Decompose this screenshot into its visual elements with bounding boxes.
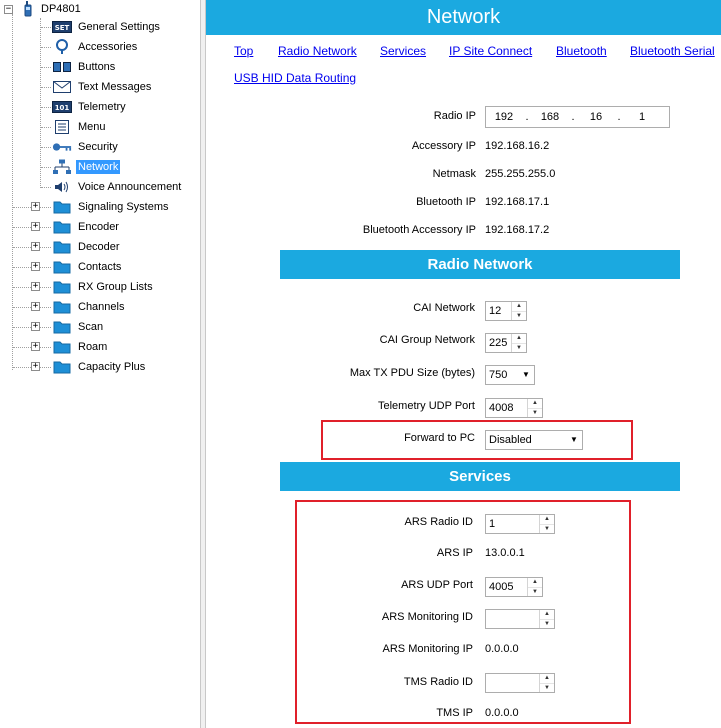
max-tx-pdu-size-select[interactable]: 750 ▼ <box>485 365 535 385</box>
nav-link-services[interactable]: Services <box>380 44 427 58</box>
expand-icon[interactable]: + <box>32 261 39 271</box>
expand-icon[interactable]: + <box>32 301 39 311</box>
envelope-icon <box>52 79 72 95</box>
svg-text:101: 101 <box>54 104 70 112</box>
folder-icon <box>52 339 72 355</box>
tree-folder-label: Roam <box>78 341 108 353</box>
tree-item-label: Accessories <box>78 41 138 53</box>
expand-icon[interactable]: + <box>32 241 39 251</box>
bluetooth-ip-label: Bluetooth IP <box>416 196 476 208</box>
tree-folder-capacity-plus[interactable] <box>52 358 147 376</box>
ars-radio-id-spinner[interactable]: 1 ▲ ▼ <box>485 514 555 534</box>
spin-up-icon[interactable]: ▲ <box>544 611 550 617</box>
tree-folder-label: Contacts <box>78 261 122 273</box>
spin-down-icon[interactable]: ▼ <box>540 619 554 629</box>
radio-ip-input[interactable]: 192 . 168 . 16 . 1 <box>485 106 670 128</box>
menu-icon <box>52 119 72 135</box>
forward-to-pc-label: Forward to PC <box>404 432 475 444</box>
nav-link-ip-site-connect[interactable]: IP Site Connect <box>449 44 533 58</box>
highlight-box-forward-to-pc <box>321 420 633 460</box>
radio-ip-label: Radio IP <box>433 110 476 122</box>
telemetry-icon <box>52 99 72 115</box>
tree-folder-label: Decoder <box>78 241 120 253</box>
key-icon <box>52 139 72 155</box>
bluetooth-ip-value: 192.168.17.1 <box>485 196 550 208</box>
radio-device-icon <box>21 1 35 17</box>
tree-folder-decoder[interactable] <box>52 238 122 256</box>
tms-radio-id-label: TMS Radio ID <box>403 676 473 688</box>
ars-ip-label: ARS IP <box>436 547 473 559</box>
tree-item-accessories[interactable] <box>52 38 139 56</box>
cai-group-network-spinner[interactable]: 225 ▲ ▼ <box>485 333 527 353</box>
ars-monitoring-ip-value: 0.0.0.0 <box>485 643 519 655</box>
speaker-icon <box>52 179 72 195</box>
cai-network-label: CAI Network <box>413 302 475 314</box>
tree-folder-encoder[interactable] <box>52 218 121 236</box>
nav-link-top[interactable]: Top <box>234 44 254 58</box>
svg-text:SET: SET <box>54 24 70 32</box>
tree-folder-label: Encoder <box>78 221 119 233</box>
tree-folder-label: Signaling Systems <box>78 201 169 213</box>
ars-monitoring-ip-label: ARS Monitoring IP <box>382 643 473 655</box>
ip-octet[interactable]: 1 <box>638 111 646 123</box>
ip-octet[interactable]: 16 <box>589 111 603 123</box>
tree-item-label: Voice Announcement <box>78 181 182 193</box>
tree-connector <box>41 107 51 108</box>
tree-item-security[interactable] <box>52 138 120 156</box>
tree-connector <box>41 187 51 188</box>
tree-folder-label: Scan <box>78 321 104 333</box>
bluetooth-accessory-ip-value: 192.168.17.2 <box>485 224 550 236</box>
tree-item-label: Menu <box>78 121 106 133</box>
navigation-tree <box>0 0 200 728</box>
tms-radio-id-spinner[interactable] <box>485 673 555 693</box>
tree-folder-signaling-systems[interactable] <box>52 198 171 216</box>
network-icon <box>52 159 72 175</box>
tree-item-voice-announcement[interactable] <box>52 178 183 196</box>
tree-folder-label: RX Group Lists <box>78 281 153 293</box>
ars-monitoring-id-spinner[interactable] <box>485 609 555 629</box>
spin-up-icon[interactable]: ▲ <box>516 335 522 341</box>
accessory-ip-label: Accessory IP <box>411 140 476 152</box>
nav-link-bluetooth[interactable]: Bluetooth <box>556 44 607 58</box>
spin-down-icon[interactable]: ▼ <box>540 683 554 693</box>
accessory-ip-value: 192.168.16.2 <box>485 140 550 152</box>
spin-down-icon[interactable]: ▼ <box>512 343 526 353</box>
telemetry-udp-port-label: Telemetry UDP Port <box>378 400 475 412</box>
nav-link-radio-network[interactable]: Radio Network <box>278 44 357 58</box>
collapse-icon[interactable]: − <box>5 3 12 14</box>
spin-up-icon[interactable]: ▲ <box>532 400 538 406</box>
spin-down-icon[interactable]: ▼ <box>528 587 542 597</box>
tree-item-menu[interactable] <box>52 118 108 136</box>
tms-ip-label: TMS IP <box>436 707 473 719</box>
ars-radio-id-label: ARS Radio ID <box>404 516 473 528</box>
chevron-down-icon[interactable]: ▼ <box>522 370 530 379</box>
expand-icon[interactable]: + <box>32 221 39 231</box>
expand-icon[interactable]: + <box>32 341 39 351</box>
telemetry-udp-port-spinner[interactable]: 4008 ▲ ▼ <box>485 398 543 418</box>
tree-connector <box>41 47 51 48</box>
forward-to-pc-select[interactable]: Disabled ▼ <box>485 430 583 450</box>
tree-folder-channels[interactable] <box>52 298 126 316</box>
spin-up-icon[interactable]: ▲ <box>544 516 550 522</box>
folder-icon <box>52 299 72 315</box>
spin-down-icon[interactable]: ▼ <box>528 408 542 418</box>
tree-item-label: Text Messages <box>78 81 152 93</box>
tree-folder-roam[interactable] <box>52 338 109 356</box>
tree-folder-scan[interactable] <box>52 318 105 336</box>
tree-connector <box>41 127 51 128</box>
cai-network-spinner[interactable]: 12 ▲ ▼ <box>485 301 527 321</box>
nav-link-bluetooth-serial[interactable]: Bluetooth Serial <box>630 44 715 58</box>
folder-icon <box>52 279 72 295</box>
folder-icon <box>52 219 72 235</box>
folder-icon <box>52 199 72 215</box>
cai-group-network-label: CAI Group Network <box>379 334 475 346</box>
folder-icon <box>52 239 72 255</box>
tree-folder-rx-group-lists[interactable] <box>52 278 155 296</box>
tree-item-label: Network <box>78 161 119 173</box>
ars-ip-value: 13.0.0.1 <box>485 547 525 559</box>
tree-connector <box>41 167 51 168</box>
tree-item-telemetry[interactable] <box>52 98 128 116</box>
bluetooth-accessory-ip-label: Bluetooth Accessory IP <box>362 224 476 236</box>
spin-up-icon[interactable]: ▲ <box>544 675 550 681</box>
spin-down-icon[interactable]: ▼ <box>512 311 526 321</box>
tree-item-network[interactable] <box>52 158 120 176</box>
ip-octet[interactable]: 192 <box>494 111 514 123</box>
expand-icon[interactable]: + <box>32 361 39 371</box>
ars-udp-port-label: ARS UDP Port <box>401 579 473 591</box>
buttons-icon <box>52 59 72 75</box>
accessories-icon <box>52 39 72 55</box>
tree-item-label: Telemetry <box>78 101 126 113</box>
folder-icon <box>52 319 72 335</box>
netmask-label: Netmask <box>432 168 476 180</box>
tree-item-buttons[interactable] <box>52 58 117 76</box>
tree-root-label: DP4801 <box>41 3 81 15</box>
tms-ip-value: 0.0.0.0 <box>485 707 519 719</box>
general-settings-icon <box>52 19 72 35</box>
tree-connector <box>12 14 13 370</box>
netmask-value: 255.255.255.0 <box>485 168 556 180</box>
expand-icon[interactable]: + <box>32 281 39 291</box>
tree-connector <box>41 27 51 28</box>
content-panel <box>206 0 721 728</box>
folder-icon <box>52 359 72 375</box>
expand-icon[interactable]: + <box>32 201 39 211</box>
tree-folder-label: Channels <box>78 301 125 313</box>
tree-root[interactable] <box>4 0 83 18</box>
tree-item-label: Security <box>78 141 118 153</box>
tree-item-label: General Settings <box>78 21 160 33</box>
tree-item-text-messages[interactable] <box>52 78 153 96</box>
tree-item-label: Buttons <box>78 61 116 73</box>
page-title: Network <box>206 0 721 35</box>
tree-connector <box>41 67 51 68</box>
max-tx-pdu-size-label: Max TX PDU Size (bytes) <box>349 367 475 379</box>
tree-connector <box>41 87 51 88</box>
spin-down-icon[interactable]: ▼ <box>540 524 554 534</box>
tree-folder-contacts[interactable] <box>52 258 123 276</box>
spin-up-icon[interactable]: ▲ <box>532 579 538 585</box>
tree-connector <box>40 18 41 188</box>
nav-link-usb-hid-data-routing[interactable]: USB HID Data Routing <box>234 71 357 85</box>
chevron-down-icon[interactable]: ▼ <box>570 435 578 444</box>
ars-udp-port-spinner[interactable]: 4005 ▲ ▼ <box>485 577 543 597</box>
ars-monitoring-id-label: ARS Monitoring ID <box>381 611 473 623</box>
ip-octet[interactable]: 168 <box>540 111 560 123</box>
tree-connector <box>41 147 51 148</box>
services-section-header: Services <box>280 462 680 491</box>
tree-item-general-settings[interactable] <box>52 18 162 36</box>
expand-icon[interactable]: + <box>32 321 39 331</box>
folder-icon <box>52 259 72 275</box>
spin-up-icon[interactable]: ▲ <box>516 303 522 309</box>
radio-network-section-header: Radio Network <box>280 250 680 279</box>
tree-folder-label: Capacity Plus <box>78 361 146 373</box>
